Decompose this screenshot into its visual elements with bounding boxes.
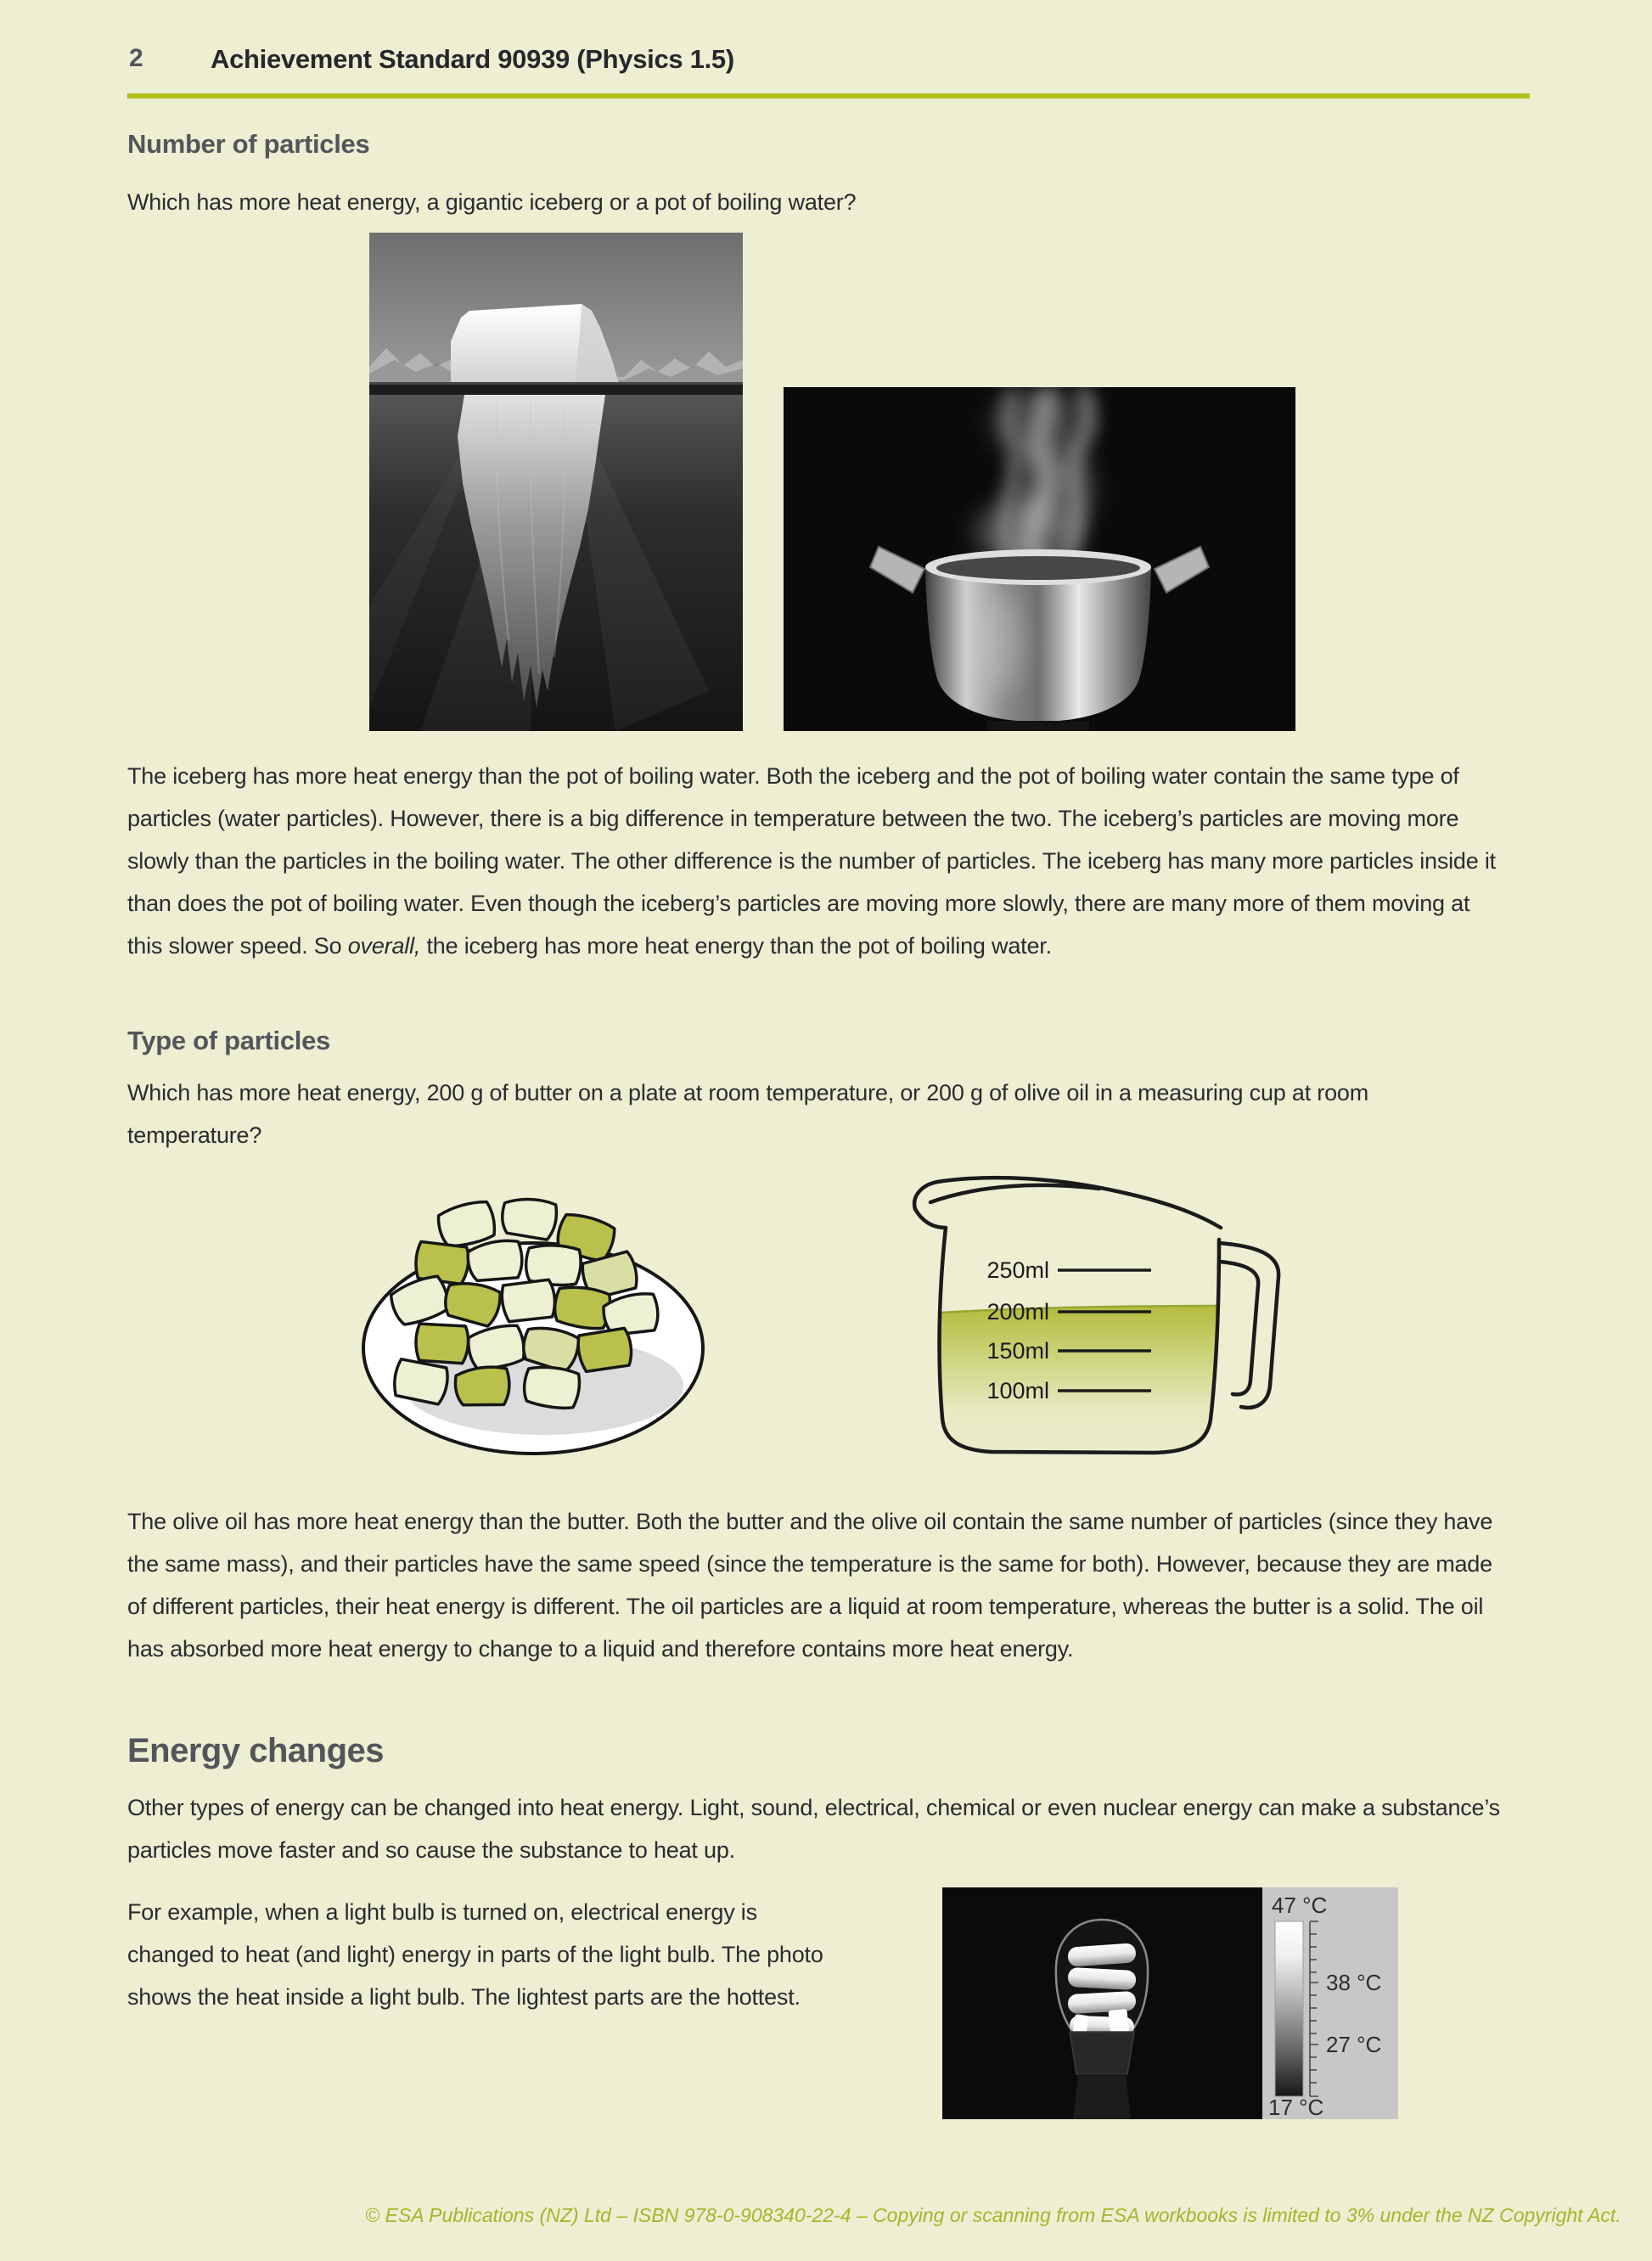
jug-label-150ml: 150ml (986, 1338, 1049, 1364)
answer-italic-word: overall, (347, 933, 421, 959)
question-iceberg-vs-pot: Which has more heat energy, a gigantic iceberg or a pot of boiling water? (127, 189, 857, 215)
jug-label-200ml: 200ml (986, 1299, 1049, 1325)
pot-body (925, 567, 1151, 722)
header-rule (127, 93, 1530, 98)
temp-label-17c: 17 °C (1268, 2095, 1324, 2119)
question-butter-vs-oil: Which has more heat energy, 200 g of butter on a plate at room temperature, or 200 g of olive oil in a measuring cup at room temperature? (127, 1080, 1369, 1148)
butter-plate-illustration (340, 1172, 730, 1469)
measuring-jug-illustration (883, 1172, 1324, 1503)
bulb-base (1070, 2032, 1134, 2074)
thermal-bulb-photo (942, 1887, 1398, 2119)
bulb-stem (1073, 2074, 1131, 2119)
temp-label-27c: 27 °C (1326, 2032, 1382, 2057)
heading-number-of-particles: Number of particles (127, 129, 370, 159)
page-header-title: Achievement Standard 90939 (Physics 1.5) (211, 44, 734, 74)
temp-label-38c: 38 °C (1326, 1970, 1382, 1995)
jug-label-250ml: 250ml (986, 1257, 1049, 1283)
answer-part-1: The iceberg has more heat energy than the pot of boiling water. Both the iceberg and the pot of boiling water contain the same type of particles (water particles). However, there is a big difference in temperature between the two. The iceberg’s particles are moving more slowly than the particles in the boiling water. The other difference is the number of particles. The iceberg has many more particles inside it than does the pot of boiling water. Even though the iceberg’s particles are moving more slowly, there are many more of them moving at this slower speed. So (127, 763, 1496, 959)
iceberg-photo (369, 233, 743, 731)
page-footer: © ESA Publications (NZ) Ltd – ISBN 978-0-908340-22-4 – Copying or scanning from ESA workbooks is limited to 3% under the NZ Copyright Act. (365, 2204, 1621, 2226)
answer-part-2: the iceberg has more heat energy than the pot of boiling water. (420, 933, 1052, 959)
page-number: 2 (129, 44, 143, 72)
light-bulb-example: For example, when a light bulb is turned on, electrical energy is changed to heat (and light) energy in parts of the light bulb. The photo shows the heat inside a light bulb. The lightest parts are the hottest. (127, 1899, 823, 2010)
heading-energy-changes: Energy changes (127, 1732, 385, 1769)
olive-oil-fill (940, 1306, 1217, 1451)
answer-oil-paragraph: The olive oil has more heat energy than the butter. Both the butter and the olive oil contain the same number of particles (since they have the same mass), and their particles have the same speed (since the temperature is the same for both). However, because they are made of different particles, their heat energy is different. The oil particles are a liquid at room temperature, whereas the butter is a solid. The oil has absorbed more heat energy to change to a liquid and therefore contains more heat energy. (127, 1509, 1493, 1662)
jug-label-100ml: 100ml (986, 1378, 1049, 1403)
heading-type-of-particles: Type of particles (127, 1026, 330, 1055)
boiling-pot-photo (784, 387, 1295, 731)
temperature-gradient-bar (1275, 1921, 1303, 2096)
temp-label-47c: 47 °C (1272, 1893, 1328, 1918)
answer-iceberg-paragraph (127, 755, 1503, 967)
energy-changes-intro: Other types of energy can be changed into heat energy. Light, sound, electrical, chemical or even nuclear energy can make a substance’s particles move faster and so cause the substance to heat up. (127, 1795, 1500, 1863)
